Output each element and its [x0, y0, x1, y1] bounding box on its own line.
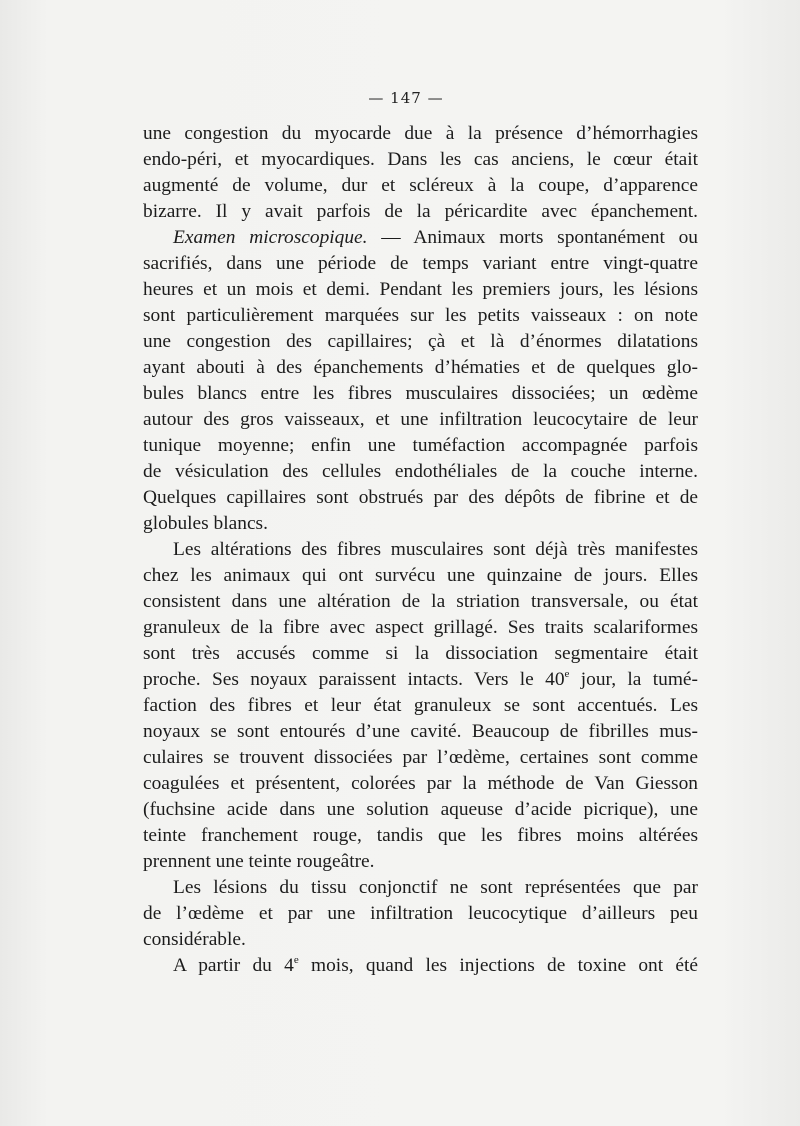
paragraph-2	[143, 225, 698, 537]
paragraph-3	[143, 537, 698, 875]
text-line: culaires se trouvent dissociées par l’œdème, certaines sont comme	[143, 747, 698, 768]
text-line	[143, 667, 698, 693]
text-line: granuleux de la fibre avec aspect grillagé. Ses traits scalariformes	[143, 617, 698, 638]
text-line: noyaux se sont entourés d’une cavité. Beaucoup de fibrilles mus-	[143, 721, 698, 742]
page-number: — 147 —	[368, 89, 444, 107]
text-line: coagulées et présentent, colorées par la méthode de Van Giesson	[143, 773, 698, 794]
body-text	[143, 121, 698, 979]
ordinal-number: 40	[545, 669, 565, 690]
text-line: teinte franchement rouge, tandis que les fibres moins altérées	[143, 825, 698, 846]
section-heading-italic: Examen microscopique.	[173, 227, 368, 248]
text-line: bules blancs entre les fibres musculaires dissociées; un œdème	[143, 383, 698, 404]
text-line: une congestion des capillaires; çà et là d’énormes dilatations	[143, 331, 698, 352]
text-line: consistent dans une altération de la striation transversale, ou état	[143, 591, 698, 612]
text-line: de l’œdème et par une infiltration leucocytique d’ailleurs peu	[143, 903, 698, 924]
text-line: sont très accusés comme si la dissociation segmentaire était	[143, 643, 698, 664]
text-line: Les altérations des fibres musculaires sont déjà très manifestes	[173, 539, 698, 560]
text-line: heures et un mois et demi. Pendant les premiers jours, les lésions	[143, 279, 698, 300]
text-line: tunique moyenne; enfin une tuméfaction accompagnée parfois	[143, 435, 698, 456]
paragraph-5	[143, 953, 698, 979]
text-run: mois, quand les injections de toxine ont été	[298, 955, 699, 976]
text-line: faction des fibres et leur état granuleux se sont accentués. Les	[143, 695, 698, 716]
text-line: considérable.	[143, 929, 246, 950]
text-line: sont particulièrement marquées sur les petits vaisseaux : on note	[143, 305, 698, 326]
text-line: une congestion du myocarde due à la présence d’hémorrhagies	[143, 123, 698, 144]
text-line: prennent une teinte rougeâtre.	[143, 851, 375, 872]
text-line: augmenté de volume, dur et scléreux à la coupe, d’apparence	[143, 175, 698, 196]
text-line	[143, 225, 698, 251]
text-line: bizarre. Il y avait parfois de la péricardite avec épanchement.	[143, 201, 698, 222]
ordinal-suffix: e	[293, 954, 299, 966]
text-line: de vésiculation des cellules endothéliales de la couche interne.	[143, 461, 698, 482]
text-line: endo-péri, et myocardiques. Dans les cas anciens, le cœur était	[143, 149, 698, 170]
text-line: (fuchsine acide dans une solution aqueuse d’acide picrique), une	[143, 799, 698, 820]
ordinal-suffix: e	[564, 668, 570, 680]
text-line	[143, 953, 698, 979]
text-run: proche. Ses noyaux paraissent intacts. Vers le	[143, 669, 534, 690]
text-run: — Animaux morts spontanément ou	[367, 227, 699, 248]
text-run: jour, la tumé-	[569, 669, 698, 690]
text-line: autour des gros vaisseaux, et une infiltration leucocytaire de leur	[143, 409, 698, 430]
text-line: Quelques capillaires sont obstrués par des dépôts de fibrine et de	[143, 487, 698, 508]
paragraph-1	[143, 121, 698, 225]
paragraph-4	[143, 875, 698, 953]
text-line: ayant abouti à des épanchements d’hématies et de quelques glo-	[143, 357, 698, 378]
text-line: chez les animaux qui ont survécu une quinzaine de jours. Elles	[143, 565, 698, 586]
text-line: globules blancs.	[143, 513, 268, 534]
text-run: A partir du 4	[173, 955, 294, 976]
text-line: Les lésions du tissu conjonctif ne sont représentées que par	[173, 877, 698, 898]
text-line: sacrifiés, dans une période de temps variant entre vingt-quatre	[143, 253, 698, 274]
